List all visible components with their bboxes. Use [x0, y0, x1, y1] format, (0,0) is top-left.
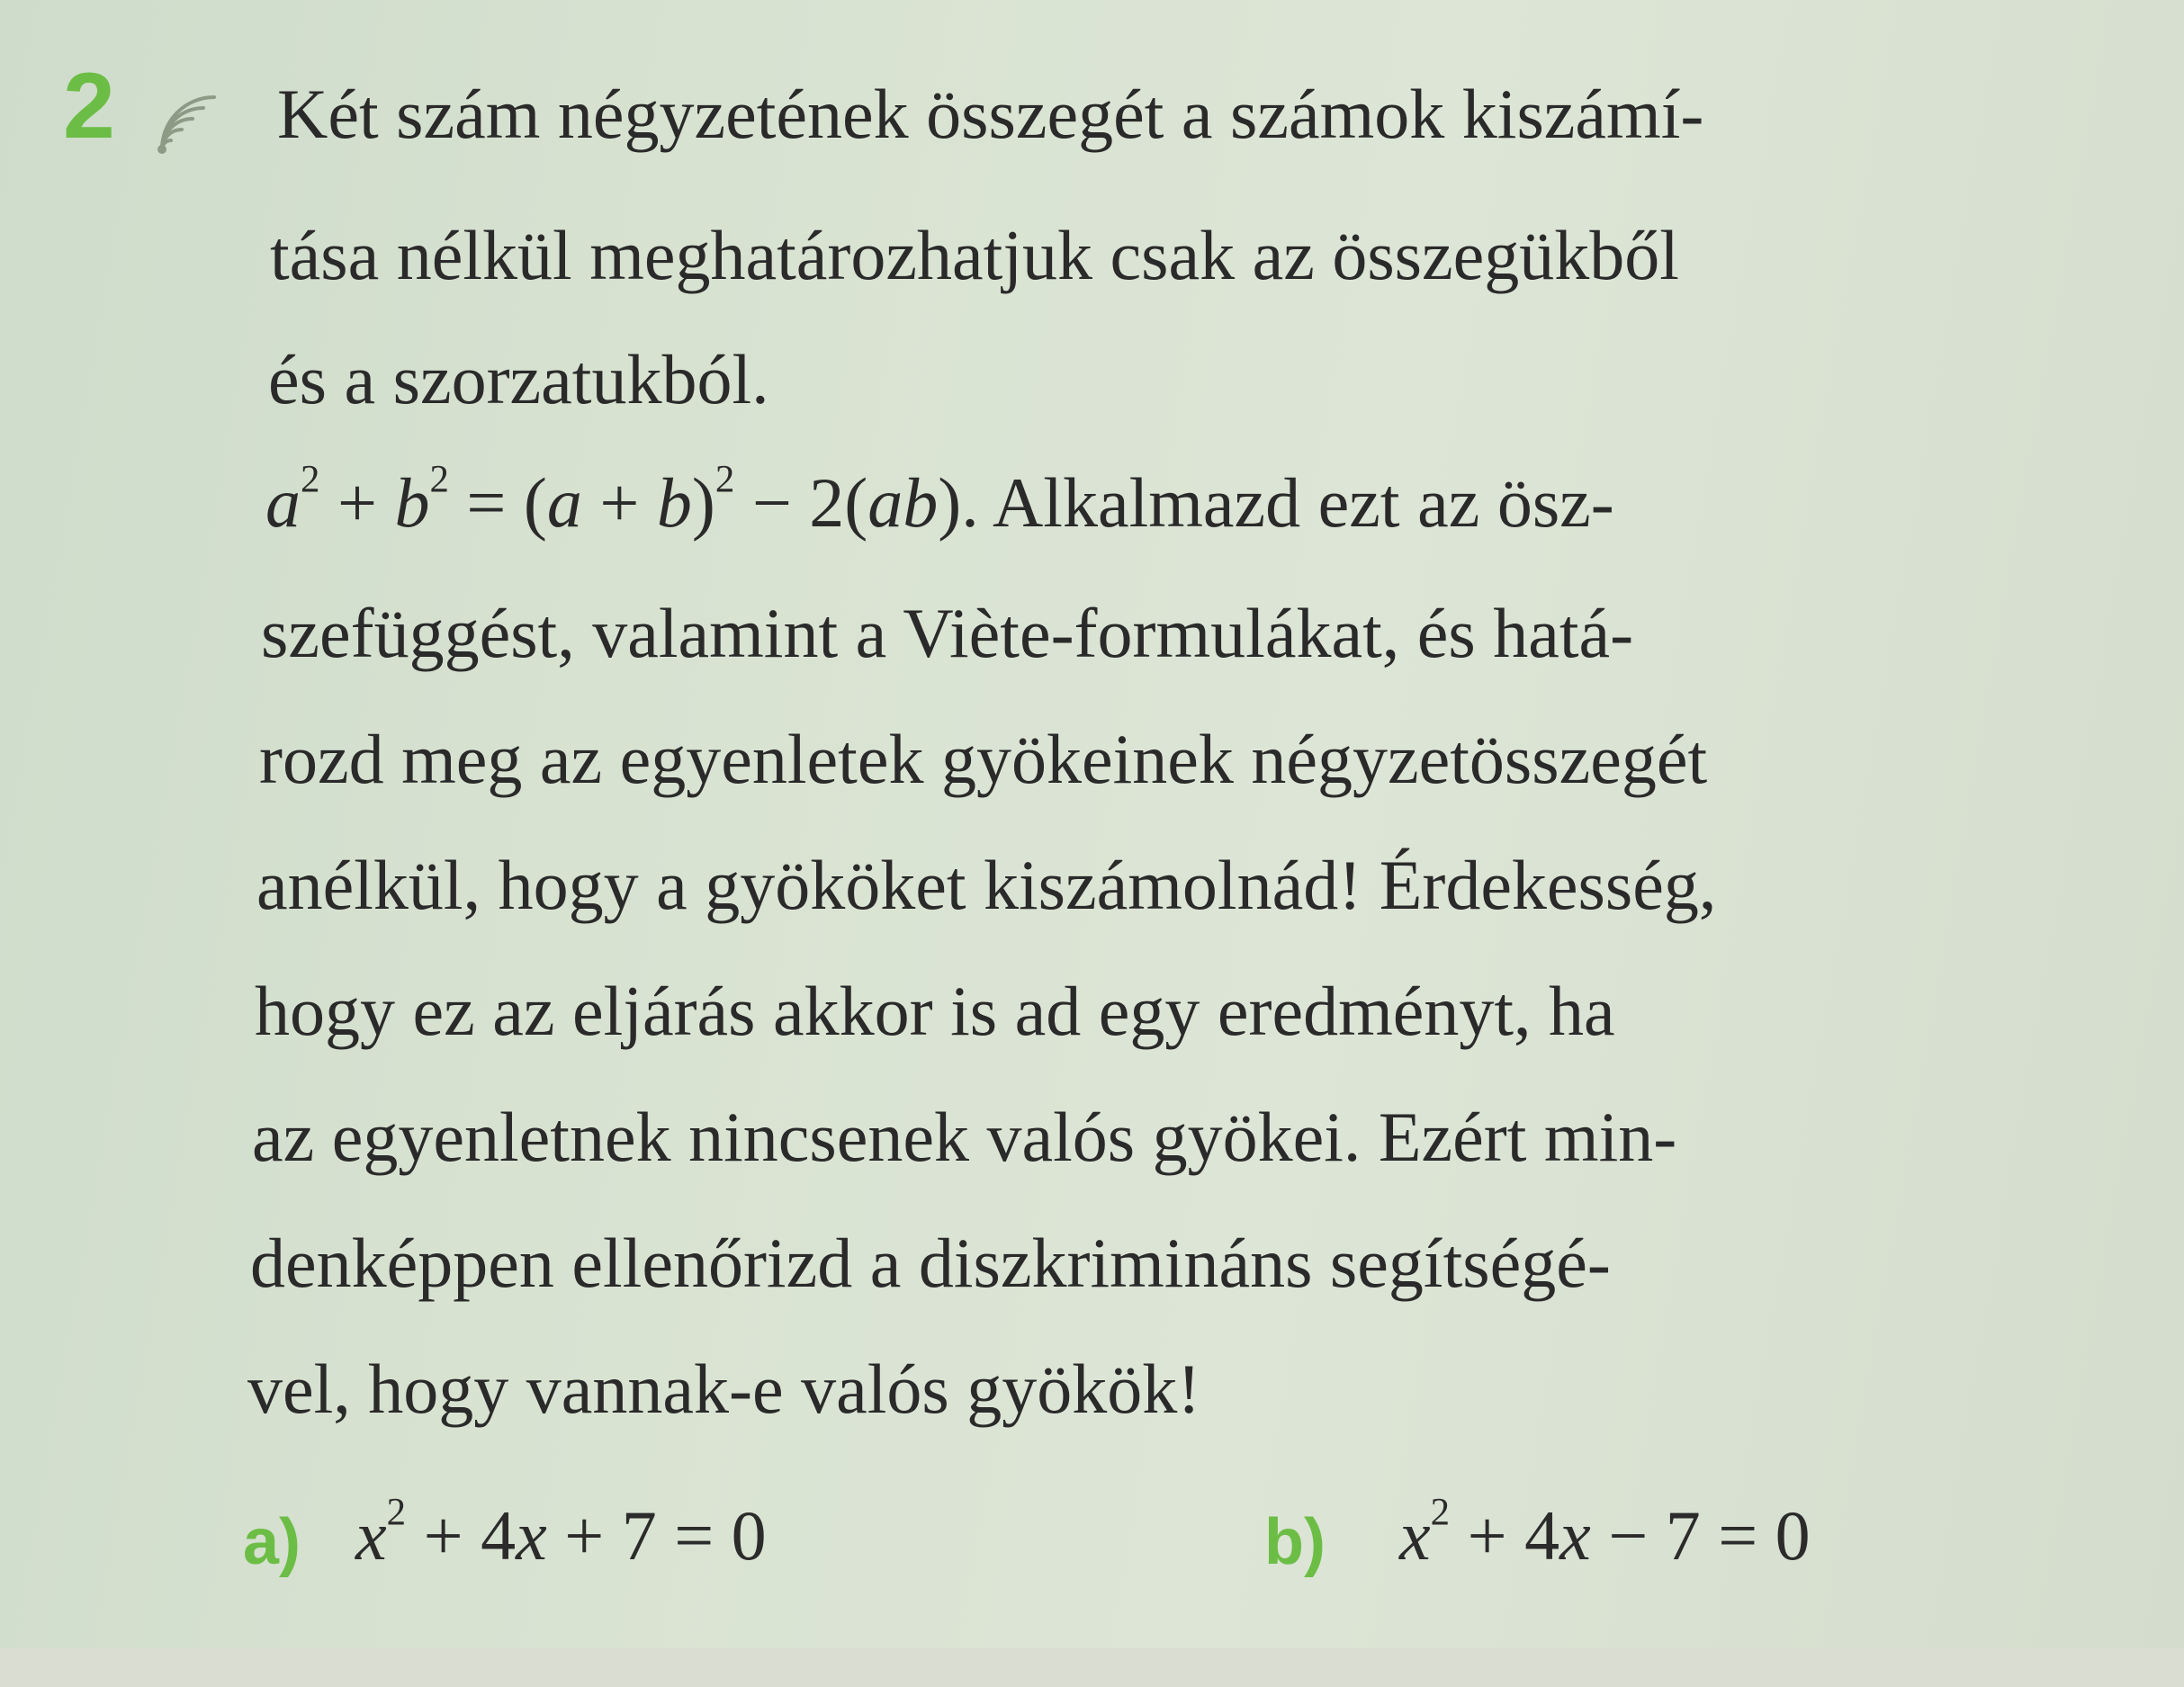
text-line: Két szám négyzetének összegét a számok kiszámí- — [277, 75, 1704, 153]
page-bottom-edge — [0, 1648, 2184, 1687]
text-line: szefüggést, valamint a Viète-formulákat, és hatá- — [261, 594, 1634, 672]
audio-wave-icon — [155, 94, 223, 158]
answer-label-a: a) — [243, 1506, 301, 1578]
text-line: denképpen ellenőrizd a diszkrimináns segítségé- — [250, 1224, 1611, 1302]
text-line: anélkül, hogy a gyököket kiszámolnád! Érdekesség, — [256, 846, 1717, 924]
text-line: rozd meg az egyenletek gyökeinek négyzetösszegét — [259, 720, 1708, 798]
answer-label-b: b) — [1264, 1506, 1326, 1578]
formula-line — [265, 458, 1614, 542]
text-line: vel, hogy vannak-e valós gyökök! — [247, 1350, 1201, 1428]
text-line: és a szorzatukból. — [268, 340, 769, 418]
equation-a: $x^2 + 4x + 7 = 0$ — [355, 1491, 767, 1575]
text-line: az egyenletnek nincsenek valós gyökei. Ezért min- — [252, 1098, 1677, 1176]
formula: $a^2 + b^2 = (a + b)^2 - 2(ab)$ — [265, 458, 962, 542]
equation-b: $x^2 + 4x - 7 = 0$ — [1399, 1491, 1811, 1575]
formula-sentence: . Alkalmazd ezt az ösz- — [961, 463, 1614, 542]
text-line: tása nélkül meghatározhatjuk csak az összegükből — [270, 216, 1679, 294]
exercise-number: 2 — [63, 54, 115, 158]
text-line: hogy ez az eljárás akkor is ad egy eredményt, ha — [255, 972, 1615, 1050]
